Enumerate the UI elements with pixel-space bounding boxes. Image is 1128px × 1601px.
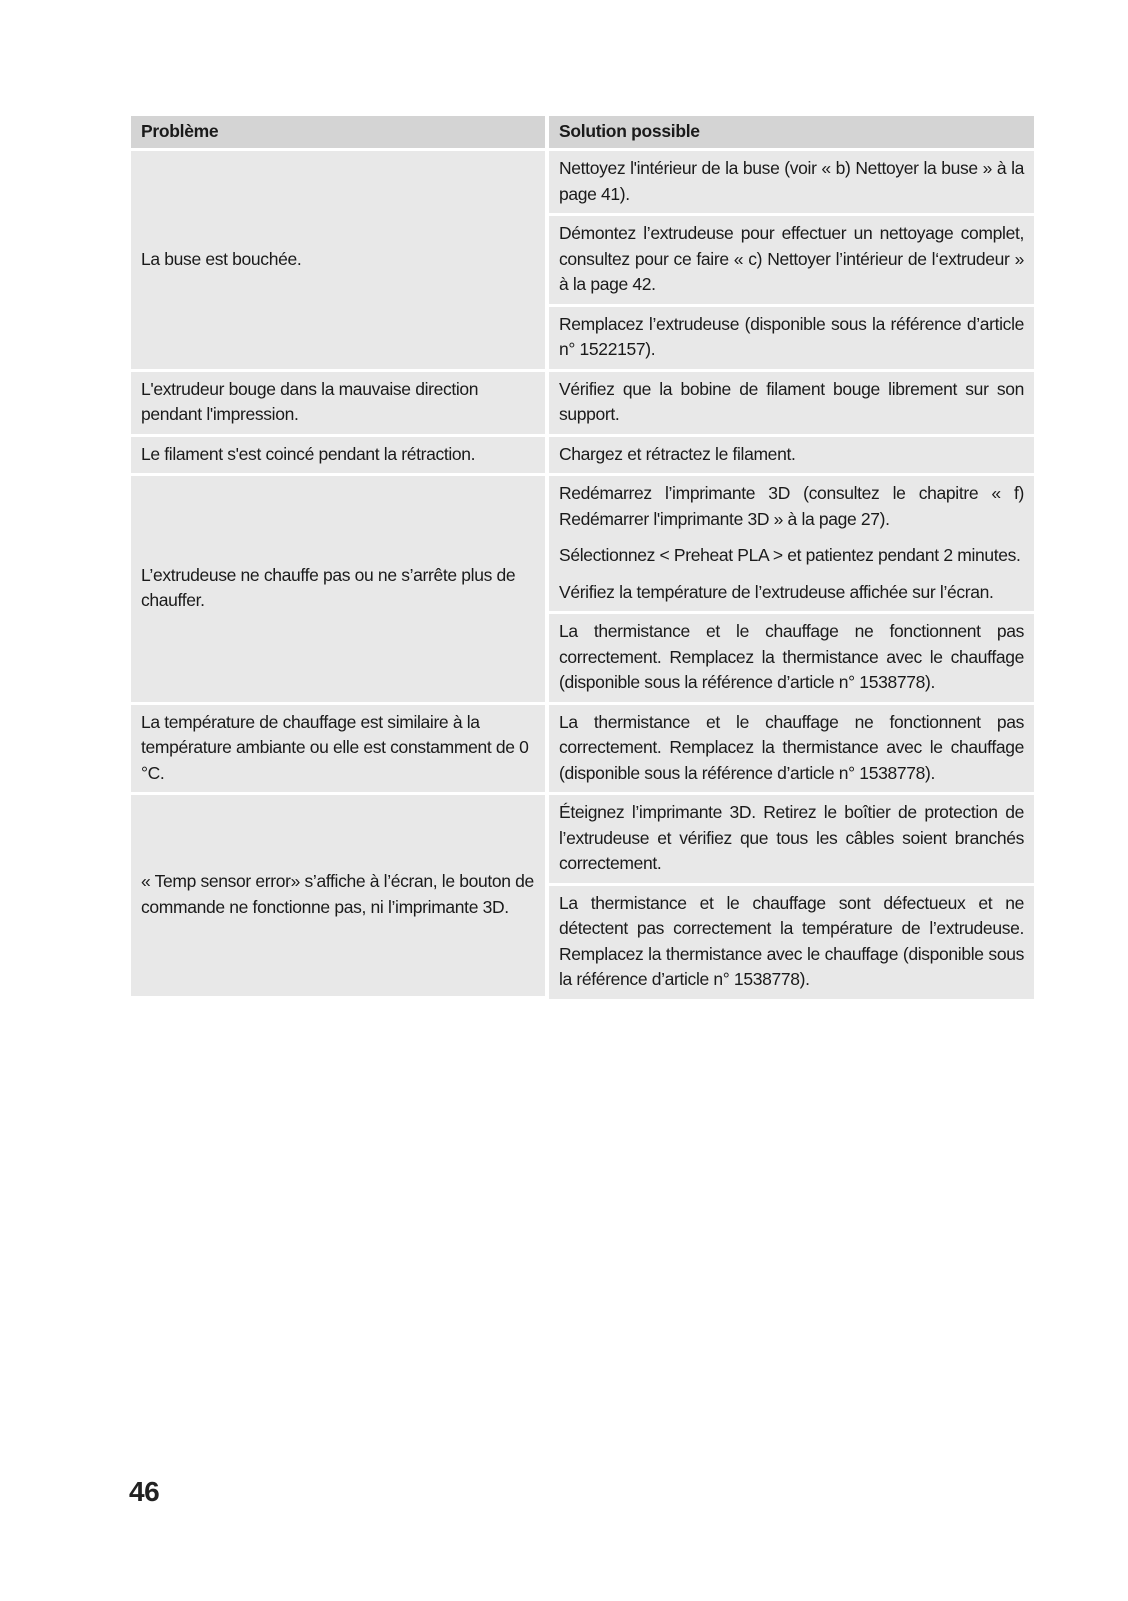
solution-cell: La thermistance et le chauffage sont défectueux et ne détectent pas correctement la température de l’extrudeuse. Remplacez la thermistance avec le chauffage (disponible sous la référence d’article n° 1538778). xyxy=(549,886,1034,999)
header-solution: Solution possible xyxy=(549,116,1034,151)
table-row xyxy=(131,705,1034,796)
solution-cell: Sélectionnez < Preheat PLA > et patientez pendant 2 minutes. xyxy=(549,536,1034,573)
solution-cell: La thermistance et le chauffage ne fonctionnent pas correctement. Remplacez la thermistance avec le chauffage (disponible sous la référence d’article n° 1538778). xyxy=(549,705,1034,796)
table-header-row xyxy=(131,116,1034,151)
table-row xyxy=(131,372,1034,437)
problem-cell: « Temp sensor error» s’affiche à l’écran, le bouton de commande ne fonctionne pas, ni l’imprimante 3D. xyxy=(131,795,549,999)
solution-cell: Démontez l’extrudeuse pour effectuer un nettoyage complet, consultez pour ce faire « c) Nettoyer l’intérieur de l‘extrudeur » à la page 42. xyxy=(549,216,1034,307)
problem-cell: Le filament s'est coincé pendant la rétraction. xyxy=(131,437,549,477)
problem-cell: L’extrudeuse ne chauffe pas ou ne s’arrête plus de chauffer. xyxy=(131,476,549,705)
table-row xyxy=(131,437,1034,477)
troubleshooting-table xyxy=(131,116,1034,999)
problem-cell: L'extrudeur bouge dans la mauvaise direction pendant l'impression. xyxy=(131,372,549,437)
solution-cell: Chargez et rétractez le filament. xyxy=(549,437,1034,477)
solution-cell: Remplacez l’extrudeuse (disponible sous la référence d’article n° 1522157). xyxy=(549,307,1034,372)
table-row xyxy=(131,476,1034,536)
header-problem: Problème xyxy=(131,116,549,151)
table-row xyxy=(131,151,1034,216)
solution-cell: Redémarrez l’imprimante 3D (consultez le chapitre « f) Redémarrer l'imprimante 3D » à la page 27). xyxy=(549,476,1034,536)
solution-cell: Vérifiez que la bobine de filament bouge librement sur son support. xyxy=(549,372,1034,437)
table-row xyxy=(131,795,1034,886)
page-number: 46 xyxy=(129,1476,160,1507)
solution-cell: Vérifiez la température de l’extrudeuse affichée sur l’écran. xyxy=(549,573,1034,615)
solution-cell: Éteignez l’imprimante 3D. Retirez le boîtier de protection de l’extrudeuse et vérifiez que tous les câbles soient branchés correctement. xyxy=(549,795,1034,886)
problem-cell: La buse est bouchée. xyxy=(131,151,549,372)
solution-cell: La thermistance et le chauffage ne fonctionnent pas correctement. Remplacez la thermistance avec le chauffage (disponible sous la référence d’article n° 1538778). xyxy=(549,614,1034,705)
problem-cell: La température de chauffage est similaire à la température ambiante ou elle est constamment de 0 °C. xyxy=(131,705,549,796)
solution-cell: Nettoyez l'intérieur de la buse (voir « b) Nettoyer la buse » à la page 41). xyxy=(549,151,1034,216)
